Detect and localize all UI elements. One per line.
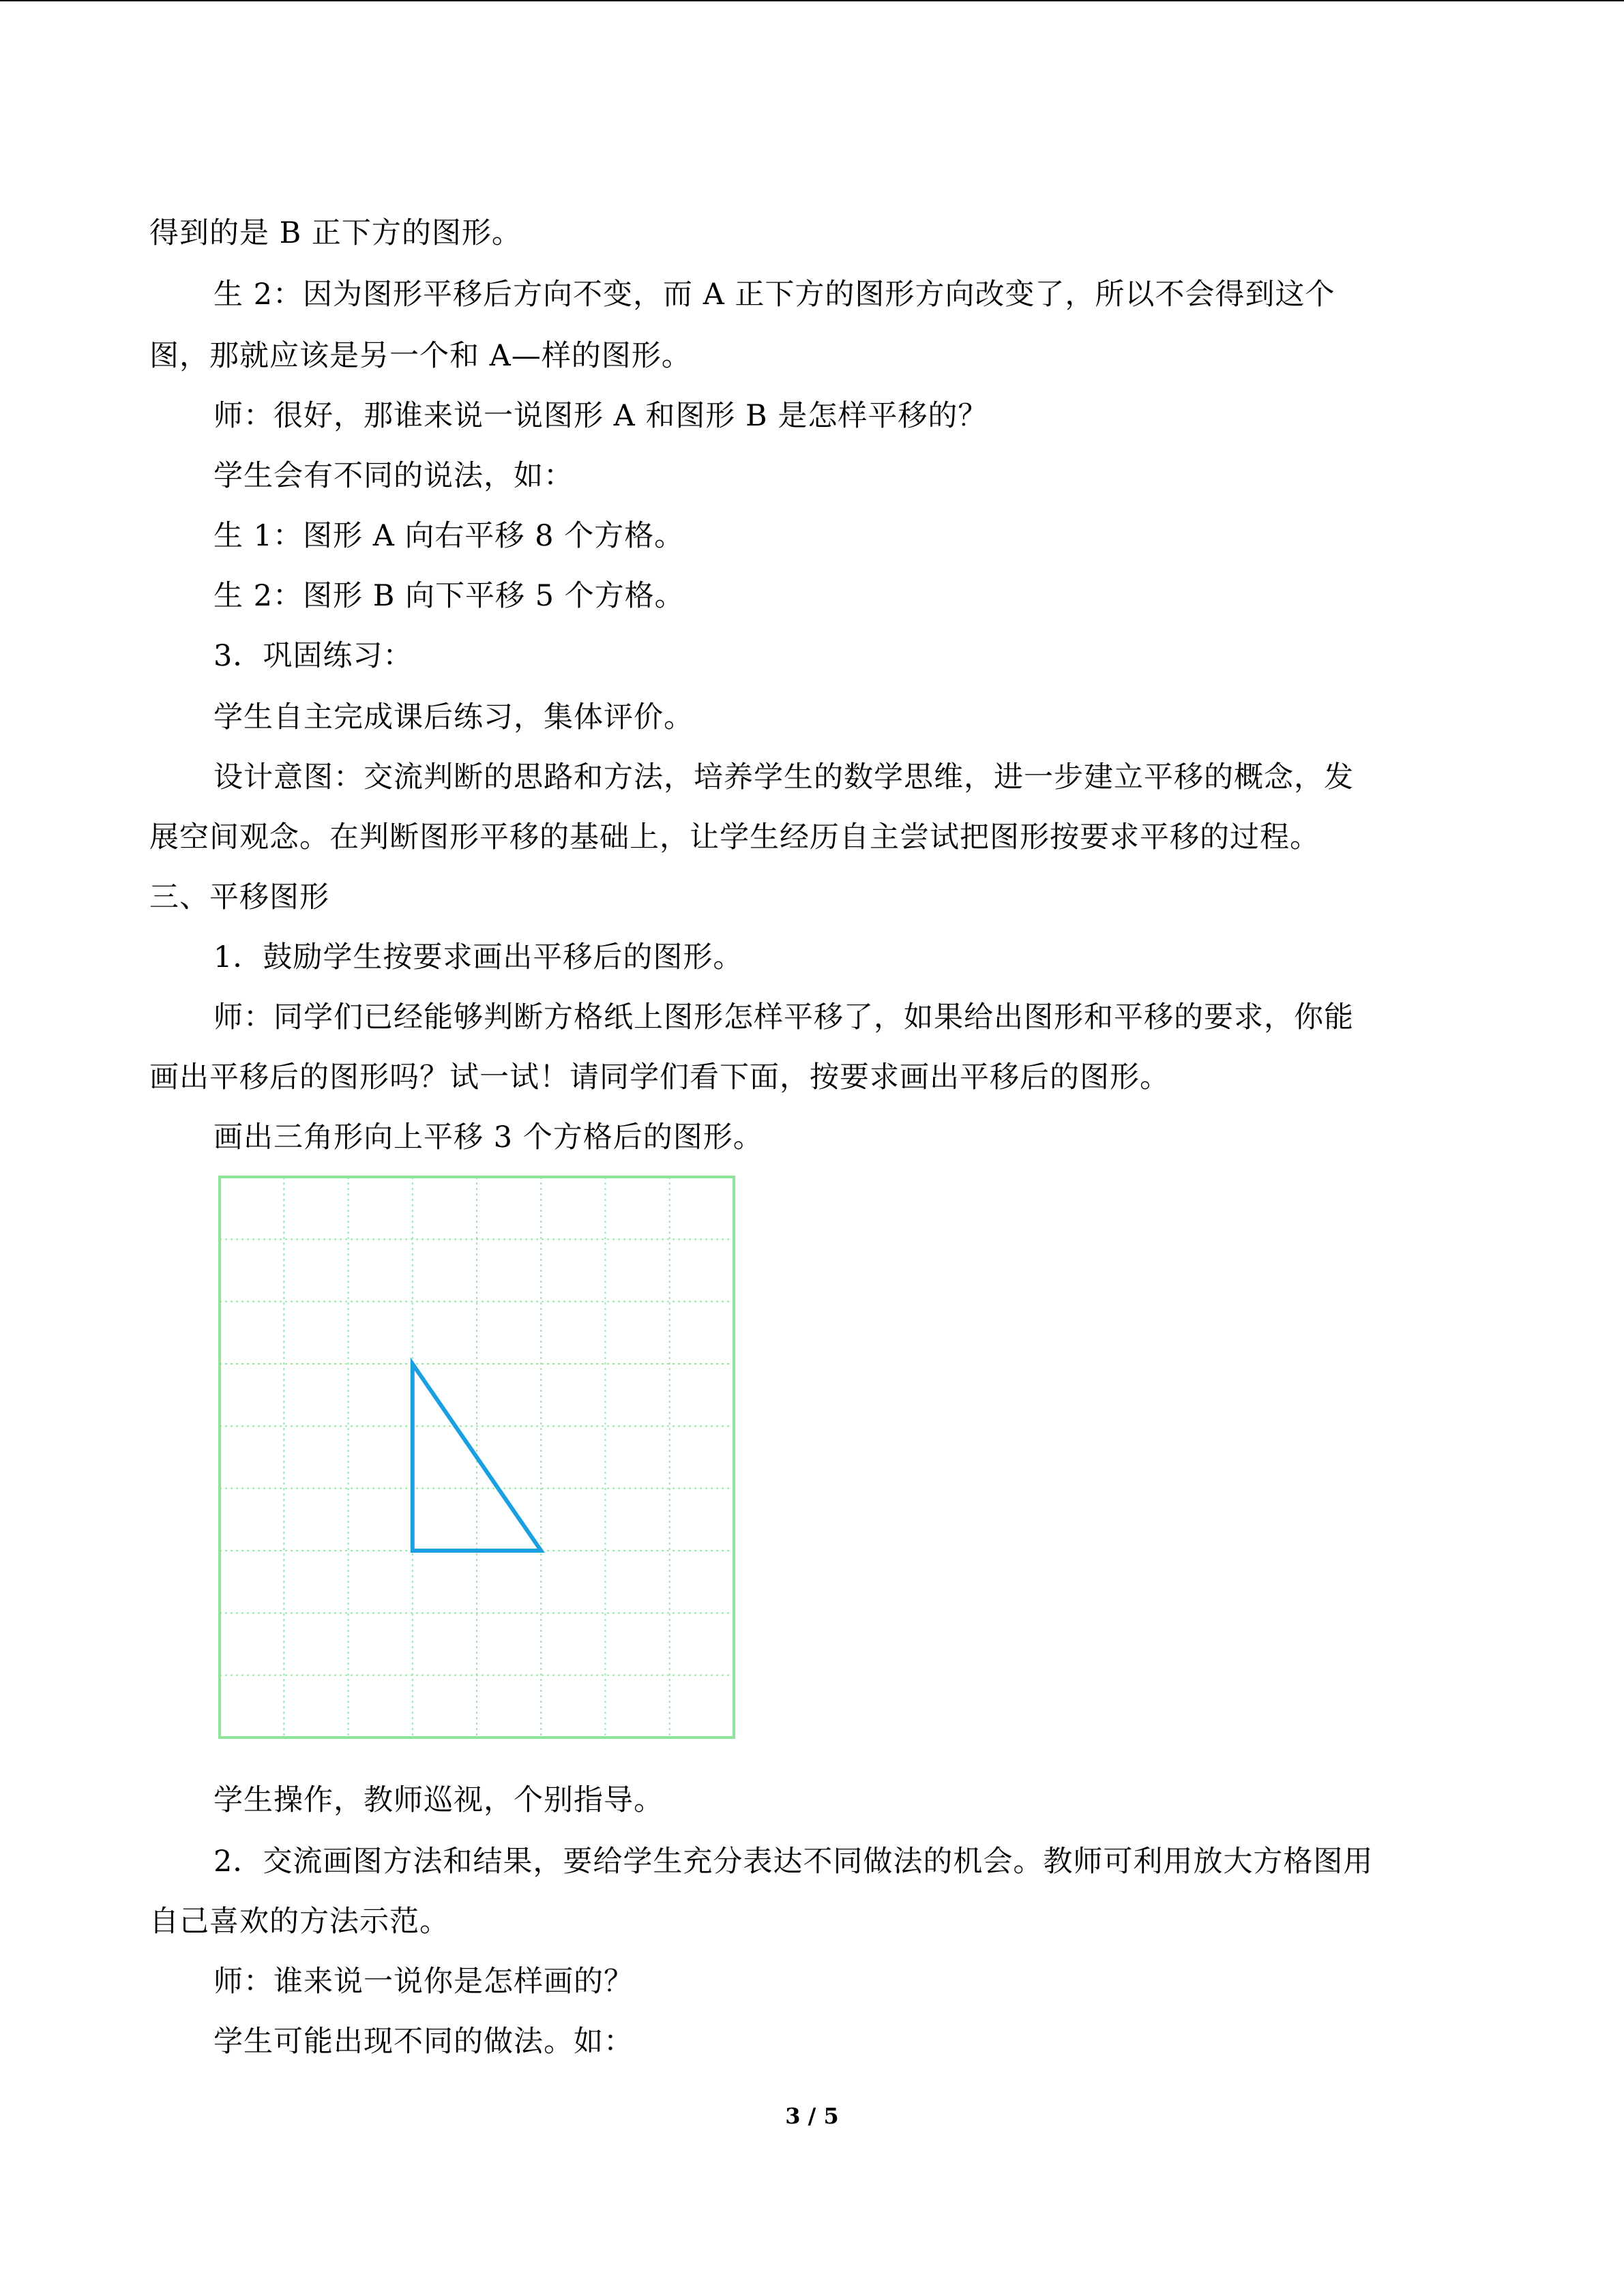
text-line: 画出三角形向上平移 3 个方格后的图形。 — [213, 1120, 763, 1154]
text-line: 画出平移后的图形吗？试一试！请同学们看下面，按要求画出平移后的图形。 — [149, 1060, 1170, 1094]
text-line: 3．巩固练习： — [213, 639, 413, 673]
text-line: 2．交流画图方法和结果，要给学生充分表达不同做法的机会。教师可利用放大方格图用 — [213, 1845, 1374, 1879]
text-line: 图，那就应该是另一个和 A—样的图形。 — [149, 339, 692, 373]
text-line: 得到的是 B 正下方的图形。 — [149, 216, 522, 250]
text-line: 师：同学们已经能够判断方格纸上图形怎样平移了，如果给出图形和平移的要求，你能 — [213, 1000, 1354, 1034]
text-line: 师：谁来说一说你是怎样画的？ — [213, 1965, 634, 1999]
grid-figure — [217, 1174, 737, 1740]
text-line: 学生操作，教师巡视，个别指导。 — [213, 1783, 664, 1817]
text-line: 生 2：图形 B 向下平移 5 个方格。 — [213, 579, 685, 613]
text-line: 生 1：图形 A 向右平移 8 个方格。 — [213, 519, 685, 553]
text-line: 1．鼓励学生按要求画出平移后的图形。 — [213, 940, 743, 974]
text-line: 学生自主完成课后练习，集体评价。 — [213, 700, 694, 734]
text-line: 学生可能出现不同的做法。如： — [213, 2025, 634, 2059]
text-line: 展空间观念。在判断图形平移的基础上，让学生经历自主尝试把图形按要求平移的过程。 — [149, 820, 1320, 854]
grid-with-triangle — [217, 1174, 737, 1740]
text-line: 学生会有不同的说法，如： — [213, 459, 574, 493]
section-heading: 三、平移图形 — [149, 880, 329, 914]
text-line: 师：很好，那谁来说一说图形 A 和图形 B 是怎样平移的？ — [213, 399, 988, 433]
text-line: 设计意图：交流判断的思路和方法，培养学生的数学思维，进一步建立平移的概念，发 — [213, 760, 1354, 794]
text-line: 生 2：因为图形平移后方向不变，而 A 正下方的图形方向改变了，所以不会得到这个 — [213, 278, 1335, 312]
text-line: 自己喜欢的方法示范。 — [149, 1905, 449, 1939]
page-number: 3 / 5 — [785, 2103, 839, 2129]
